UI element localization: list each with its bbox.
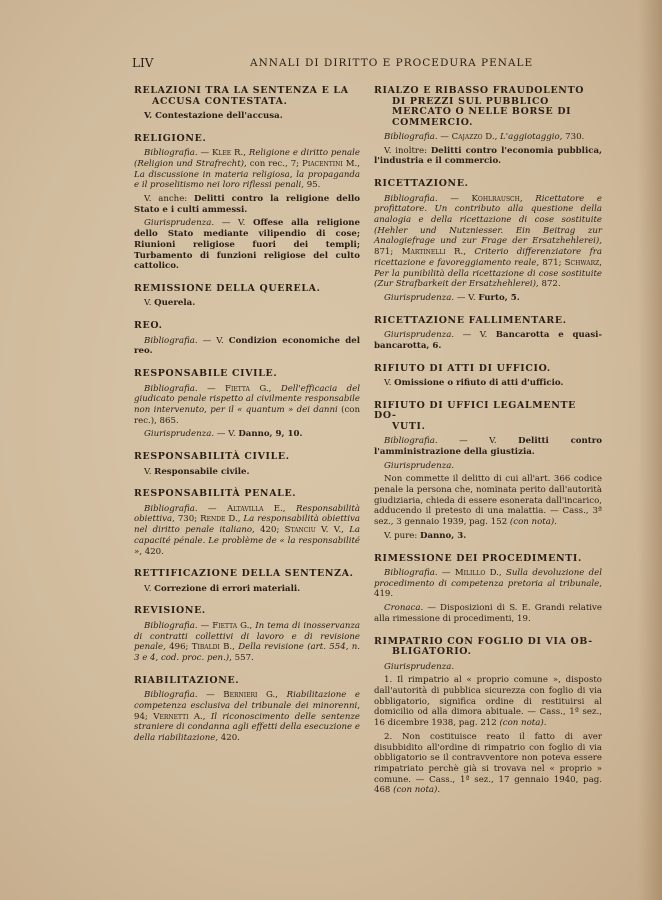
bibliography: Bibliografia. — Fietta G., In tema di inosservanza di contratti collettivi di lavoro e di revisione penale, 496; Tibaldi B., Della revisione (art. 554, n. 3 e 4, cod. proc. pen.), 557. [134, 620, 361, 664]
entry-relazioni [134, 86, 360, 122]
cross-reference: V. inoltre: Delitti contro l'economia pubblica, l'industria e il commercio. [374, 145, 603, 167]
cross-reference: V. pure: Danno, 3. [384, 530, 467, 541]
entry-rifiuto-uffici [374, 401, 602, 542]
entry-title: RESPONSABILITÀ CIVILE. [134, 451, 290, 463]
entry-responsabilita-penale [134, 489, 360, 557]
bibliography: Bibliografia. — Milillo D., Sulla devoluzione del procedimento di competenza pretoria al tribunale, 419. [374, 568, 603, 600]
bibliography: Bibliografia. — Klee R., Religione e diritto penale (Religion und Strafrecht), con rec., 7; Piacentini M., La discussione in materia religiosa, la propaganda e il proselitismo nei loro riflessi penali, 95. [134, 148, 361, 191]
entry-title: RETTIFICAZIONE DELLA SENTENZA. [134, 568, 354, 580]
entry-title: RIMPATRIO CON FOGLIO DI VIA OB- BLIGATORIO. [374, 635, 593, 658]
right-column [374, 86, 602, 808]
case-law: Giurisprudenza. — V. Offese alla religione dello Stato mediante vilipendio di cose; Riunioni religiose fuori dei templi; Turbamento di funzioni religiose del culto cattolico. [134, 218, 361, 272]
case-law: Non commette il delitto di cui all'art. 366 codice penale la persona che, nominata perito dall'autorità giudiziaria, chieda di essere esonerata dall'incarico, adducendo il pretesto di una malattia. — Cass., 3ª sez., 3 gennaio 1939, pag. 152 (con nota). [374, 474, 602, 528]
entry-title: RESPONSABILITÀ PENALE. [134, 488, 297, 500]
entry-title: RIABILITAZIONE. [134, 674, 240, 686]
case-law-label: Giurisprudenza. [384, 460, 455, 471]
entry-religione [134, 134, 360, 272]
cross-reference: V. Responsabile civile. [144, 466, 250, 477]
entry-title: RELIGIONE. [134, 132, 207, 144]
entry-title: REVISIONE. [134, 605, 206, 617]
cross-reference: V. Querela. [144, 298, 196, 309]
page-number: LIV [132, 56, 154, 70]
entry-rettificazione [134, 569, 360, 594]
case-law: Giurisprudenza. — V. Furto, 5. [384, 292, 520, 303]
entry-rimessione-procedimenti [374, 554, 602, 625]
entry-reo [134, 321, 360, 357]
cross-reference: V. Omissione o rifiuto di atti d'ufficio. [384, 378, 564, 389]
cross-reference: V. anche: Delitti contro la religione dello Stato e i culti ammessi. [134, 194, 361, 215]
entry-ricettazione [374, 179, 602, 304]
bibliography: Bibliografia. — Kohlrausch, Ricettatore e profittatore. Un contributo alla questione della analogia e della ricettazione di cose sostituite (Hehler und Nutzniesser. Ein Beitrag zur Analogiefrage und zur Frage der Ersatzhehlerei), 871; Martinelli R., Criterio differenziatore fra ricettazione e favoreggiamento reale, 871; Schwarz, Per la punibilità della ricettazione di cose sostituite (Zur Strafbarkeit der Ersatzhehlerei), 872. [374, 193, 603, 290]
left-column [134, 86, 360, 756]
entry-remissione-querela [134, 284, 360, 309]
bibliography: Bibliografia. — V. Delitti contro l'amministrazione della giustizia. [374, 436, 603, 457]
entry-revisione [134, 606, 360, 663]
case-law-item: 2. Non costituisce reato il fatto di aver disubbidito all'ordine di rimpatrio con foglio di via obbligatorio se il contravventore non poteva essere rimpatriato perchè già si trovava nel « proprio » comune. — Cass., 1ª sez., 17 gennaio 1940, pag. 468 (con nota). [374, 731, 602, 796]
bibliography: Bibliografia. — Fietta G., Dell'efficacia del giudicato penale rispetto al civilmente responsabile non intervenuto, per il « quantum » dei danni (con rec.), 865. [134, 383, 361, 426]
entry-title: REO. [134, 320, 163, 332]
entry-title: RELAZIONI TRA LA SENTENZA E LA ACCUSA CONTESTATA. [134, 85, 349, 107]
entry-title: REMISSIONE DELLA QUERELA. [134, 282, 321, 294]
cross-reference: V. Contestazione dell'accusa. [144, 111, 283, 121]
entry-title: RIMESSIONE DEI PROCEDIMENTI. [374, 552, 582, 564]
bibliography: Bibliografia. — Altavilla E., Responsabilità obiettiva, 730; Rende D., La responsabilità obiettiva nel diritto penale italiano, 420; Stanciu V. V., La capacité pénale. Le problème de « la responsabilité », 420. [134, 503, 361, 557]
case-law-label: Giurisprudenza. [384, 661, 455, 672]
chronicle: Cronaca. — Disposizioni di S. E. Grandi relative alla rimessione di procedimenti, 19. [374, 603, 602, 624]
cross-reference: V. Correzione di errori materiali. [144, 583, 301, 594]
entry-responsabilita-civile [134, 452, 360, 477]
entry-ricettazione-fallimentare [374, 316, 602, 352]
entry-title: RESPONSABILE CIVILE. [134, 368, 278, 380]
entry-title: RICETTAZIONE. [374, 178, 469, 190]
entry-title: RIFIUTO DI UFFICI LEGALMENTE DO- VUTI. [374, 399, 576, 432]
entry-rifiuto-atti [374, 364, 602, 389]
running-title: ANNALI DI DIRITTO E PROCEDURA PENALE [250, 57, 534, 69]
entry-rialzo-ribasso [374, 86, 602, 167]
case-law: Giurisprudenza. — V. Danno, 9, 10. [144, 429, 303, 440]
entry-title: RIALZO E RIBASSO FRAUDOLENTO DI PREZZI SUL PUBBLICO MERCATO O NELLE BORSE DI COMMERCIO. [374, 85, 585, 128]
entry-responsabile-civile [134, 369, 360, 440]
page-edge-shadow [638, 0, 662, 900]
bibliography: Bibliografia. — Bernieri G., Riabilitazione e competenza esclusiva del tribunale dei minorenni, 94; Vernetti A., Il riconoscimento delle sentenze straniere di condanna agli effetti della esecuzione e della riabilitazione, 420. [134, 690, 361, 744]
case-law: Giurisprudenza. — V. Bancarotta e quasi-bancarotta, 6. [374, 330, 603, 351]
case-law-item: 1. Il rimpatrio al « proprio comune », disposto dall'autorità di pubblica sicurezza con foglio di via obbligatorio, significa ordine di restituirsi al domicilio od alla dimora abituale. — Cass., 1ª sez., 16 dicembre 1938, pag. 212 (con nota). [374, 675, 602, 729]
entry-title: RIFIUTO DI ATTI DI UFFICIO. [374, 362, 551, 374]
entry-title: RICETTAZIONE FALLIMENTARE. [374, 314, 567, 326]
bibliography: Bibliografia. — V. Condizion economiche del reo. [134, 335, 361, 357]
bibliography: Bibliografia. — Cajazzo D., L'aggiotaggio, 730. [384, 132, 585, 142]
entry-rimpatrio [374, 637, 602, 796]
entry-riabilitazione [134, 676, 360, 744]
